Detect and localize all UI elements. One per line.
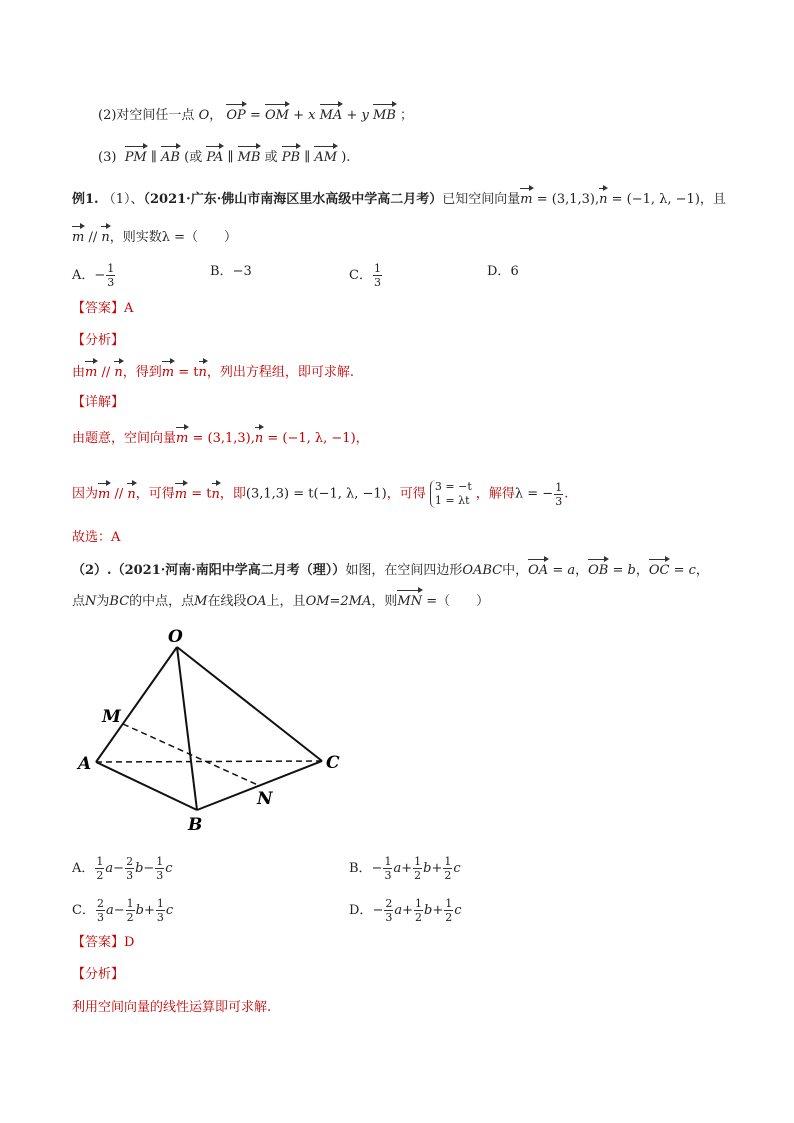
vector-n: n [127, 485, 135, 505]
parallel: ∥ [150, 150, 157, 165]
detail-text: ， [355, 431, 369, 446]
example2-option-a [72, 855, 173, 882]
option-label: C． [349, 268, 372, 283]
denominator: 3 [555, 494, 563, 508]
vector-m: m [85, 363, 97, 383]
vector-var: c [454, 903, 462, 918]
option-label: D． [349, 903, 373, 918]
parallel: // [88, 230, 98, 245]
analysis-tag: 【分析】 [72, 967, 125, 982]
equals-t: = t [178, 365, 199, 380]
vector-oc: OC [649, 561, 670, 581]
oa-value: = a [552, 563, 576, 578]
part-label: （2）. [72, 563, 112, 578]
denominator: 2 [414, 869, 422, 882]
source-label: （2021·河南·南阳中学高二月考（理）） [111, 563, 346, 578]
sign: + [143, 903, 155, 918]
numerator: 1 [415, 897, 423, 910]
sign: − [372, 903, 384, 918]
option-label: A． [72, 268, 95, 283]
vector-om: OM [265, 106, 289, 126]
fraction [414, 897, 423, 924]
detail-text: ，可得 [135, 486, 175, 502]
point-o: O [198, 108, 210, 123]
option-sign: − [94, 268, 106, 283]
intro2-prefix: (2)对空间任一点 [98, 108, 195, 123]
vector-var: b [135, 903, 144, 918]
parallel: // [101, 365, 111, 380]
denominator: 3 [156, 911, 164, 924]
segment-oa: OA [246, 594, 267, 609]
stem-text: 为 [96, 594, 110, 609]
detail-text: ，可得 [386, 486, 426, 502]
sign: + [431, 861, 443, 876]
detail-text: . [564, 486, 569, 502]
vector-var: a [105, 903, 114, 918]
plus: + [346, 108, 358, 123]
label-a: A [78, 754, 92, 774]
sep: ， [635, 563, 649, 578]
vector-var: b [424, 903, 433, 918]
edge-ac-hidden [96, 761, 322, 762]
vector-var: b [135, 861, 144, 876]
vector-var: a [394, 903, 403, 918]
sign: − [371, 861, 383, 876]
numerator: 1 [126, 897, 134, 910]
end: ； [400, 108, 414, 123]
example1-detail-line2 [72, 480, 568, 508]
answer-tag: 【答案】 [72, 301, 125, 316]
vector-ab: AB [161, 148, 180, 168]
numerator: 1 [414, 855, 422, 868]
var-x: x [308, 108, 316, 123]
example1-option-a [72, 262, 116, 289]
stem-text: ，且 [699, 192, 726, 207]
vector-pb: PB [282, 148, 300, 168]
vector-ob: OB [588, 561, 608, 581]
equation: (3,1,3) = t(−1, λ, −1) [245, 486, 387, 502]
vector-mn: MN [397, 592, 422, 612]
denominator: 2 [415, 911, 423, 924]
analysis-text: ，列出方程组，即可求解. [206, 365, 355, 380]
fraction [443, 855, 452, 882]
denominator: 3 [384, 869, 392, 882]
edge-oc [177, 647, 322, 761]
stem-text: 如图，在空间四边形 [345, 563, 463, 578]
oc-value: = c [673, 563, 696, 578]
ob-value: = b [612, 563, 636, 578]
parallel: // [114, 486, 124, 502]
n-value: = (−1, λ, −1) [267, 431, 356, 446]
case-row-1: 3 = −t [434, 480, 472, 493]
segment-mn-hidden [123, 724, 260, 786]
fraction [95, 855, 104, 882]
example1-stem-line1 [72, 190, 726, 210]
condition: OM=2MA [305, 594, 372, 609]
case-row-2: 1 = λt [434, 494, 470, 507]
numerator: 1 [96, 855, 104, 868]
option-label: C． [72, 903, 95, 918]
vector-var: c [165, 903, 174, 918]
vector-op: OP [226, 106, 245, 126]
detail-text: ，解得 [475, 486, 515, 502]
part-label: （1）、 [102, 192, 144, 207]
example-label: 例1. [72, 192, 99, 207]
fraction [554, 481, 563, 508]
segment-bc: BC [109, 594, 130, 609]
option-label: B． [349, 861, 372, 876]
m-value: = (3,1,3), [192, 431, 255, 446]
numerator: 2 [385, 897, 393, 910]
stem-text: 已知空间向量 [442, 192, 521, 207]
vector-oa: OA [528, 561, 548, 581]
or: (或 [184, 150, 203, 165]
example2-answer [72, 933, 134, 953]
parallel: ∥ [304, 150, 311, 165]
denominator: 2 [126, 911, 134, 924]
fraction [125, 855, 134, 882]
numerator: 1 [156, 897, 164, 910]
example2-option-c [72, 897, 173, 924]
edge-ob [177, 647, 197, 810]
example1-choose: 故选：A [72, 530, 121, 545]
example1-detail-line1 [72, 429, 369, 449]
vector-var: a [105, 861, 114, 876]
vector-n: n [599, 190, 607, 210]
vector-mb: MB [373, 106, 396, 126]
example1-answer [72, 299, 133, 319]
denominator: 3 [373, 276, 381, 289]
or: 或 [264, 150, 278, 165]
n-value: = (−1, λ, −1) [611, 192, 700, 207]
stem-text: 的中点，点 [129, 594, 195, 609]
quad-name: OABC [462, 563, 503, 578]
option-label: D． [487, 264, 511, 279]
numerator: 1 [373, 262, 381, 275]
m-value: = (3,1,3), [536, 192, 600, 207]
detail-text: ，即 [219, 486, 246, 502]
stem-text: 上，且 [266, 594, 306, 609]
point-m: M [194, 594, 208, 609]
denominator: 3 [126, 869, 134, 882]
vector-m: m [520, 190, 532, 210]
vector-m: m [162, 363, 174, 383]
label-c: C [326, 753, 340, 773]
lambda-blank: λ =（ ） [161, 230, 238, 245]
analysis-text: ，得到 [122, 365, 162, 380]
example1-option-d [487, 262, 519, 282]
numerator: 1 [384, 855, 392, 868]
vector-var: c [165, 861, 173, 876]
option-value: −3 [232, 264, 252, 279]
numerator: 1 [445, 897, 453, 910]
fraction [384, 897, 393, 924]
denominator: 3 [156, 869, 164, 882]
lambda-result: λ = − [514, 486, 554, 502]
denominator: 2 [96, 869, 104, 882]
stem-text: 中， [502, 563, 529, 578]
label-o: O [168, 627, 183, 647]
example1-stem-line2 [72, 228, 237, 248]
sep: ， [695, 563, 709, 578]
denominator: 2 [445, 911, 453, 924]
example2-option-b [349, 855, 461, 882]
example2-stem-line1 [72, 561, 709, 581]
sign: − [113, 903, 125, 918]
vector-m: m [176, 429, 188, 449]
vector-m: m [98, 485, 110, 505]
answer-value: D [124, 935, 135, 950]
example1-analysis [72, 363, 354, 383]
detail-text: 由题意，空间向量 [72, 431, 177, 446]
fraction [155, 855, 164, 882]
sign: + [401, 861, 413, 876]
intro-line-3 [98, 148, 350, 168]
vector-m: m [175, 485, 187, 505]
sign: − [113, 861, 125, 876]
stem-text: 点 [72, 594, 86, 609]
denominator: 3 [107, 276, 115, 289]
detail-text: 因为 [72, 486, 99, 502]
vector-var: a [393, 861, 402, 876]
example1-option-b [210, 262, 252, 282]
numerator: 1 [156, 855, 164, 868]
equals: = [249, 108, 261, 123]
answer-value: A [124, 301, 134, 316]
example2-analysis: 利用空间向量的线性运算即可求解. [72, 1000, 272, 1015]
example1-option-c [349, 262, 383, 289]
fraction [156, 897, 165, 924]
sign: − [143, 861, 155, 876]
option-value: 6 [510, 264, 519, 279]
sep: ， [209, 108, 223, 123]
numerator: 2 [126, 855, 134, 868]
vector-n: n [255, 429, 263, 449]
option-label: A． [72, 861, 95, 876]
vector-var: c [453, 861, 461, 876]
stem-text: 在线段 [207, 594, 247, 609]
fraction [383, 855, 392, 882]
numerator: 1 [555, 480, 563, 494]
intro-line-2 [98, 106, 413, 126]
edge-ab [96, 762, 197, 810]
vector-n: n [212, 485, 220, 505]
sign: + [432, 903, 444, 918]
option-label: B． [210, 264, 233, 279]
vector-ma: MA [320, 106, 343, 126]
detail-tag: 【详解】 [72, 395, 125, 410]
label-b: B [188, 815, 203, 835]
vector-n: n [101, 228, 109, 248]
fraction [126, 897, 135, 924]
tetrahedron-figure [60, 620, 360, 840]
vector-am: AM [314, 148, 337, 168]
plus: + [293, 108, 304, 123]
numerator: 1 [107, 262, 115, 275]
fraction [96, 897, 105, 924]
stem-text: ，则 [371, 594, 398, 609]
fraction [413, 855, 422, 882]
equals-t: = t [191, 486, 212, 502]
edge-oa [96, 647, 177, 762]
sign: + [402, 903, 414, 918]
denominator: 3 [385, 911, 393, 924]
denominator: 2 [444, 869, 452, 882]
equation-system [430, 480, 472, 508]
fraction [373, 262, 382, 289]
example2-option-d [349, 897, 462, 924]
end: ). [341, 150, 351, 165]
point-n: N [85, 594, 97, 609]
vector-m: m [72, 228, 84, 248]
var-y: y [361, 108, 369, 123]
label-n: N [257, 789, 273, 809]
sep: ， [575, 563, 589, 578]
example2-stem-line2 [72, 592, 489, 612]
parallel: ∥ [227, 150, 234, 165]
stem-blank: =（ ） [426, 594, 490, 609]
vector-pa: PA [206, 148, 223, 168]
fraction [106, 262, 115, 289]
vector-n: n [114, 363, 122, 383]
vector-mb: MB [238, 148, 261, 168]
intro3-prefix: (3) [98, 150, 117, 165]
fraction [444, 897, 453, 924]
source-label: （2021·广东·佛山市南海区里水高级中学高二月考） [143, 192, 443, 207]
numerator: 1 [444, 855, 452, 868]
denominator: 3 [96, 911, 104, 924]
stem-text: ，则实数 [109, 230, 162, 245]
vector-n: n [199, 363, 207, 383]
vector-pm: PM [125, 148, 147, 168]
analysis-tag: 【分析】 [72, 333, 125, 348]
analysis-text: 由 [72, 365, 86, 380]
label-m: M [102, 707, 121, 727]
vector-var: b [423, 861, 432, 876]
answer-tag: 【答案】 [72, 935, 125, 950]
numerator: 2 [96, 897, 104, 910]
